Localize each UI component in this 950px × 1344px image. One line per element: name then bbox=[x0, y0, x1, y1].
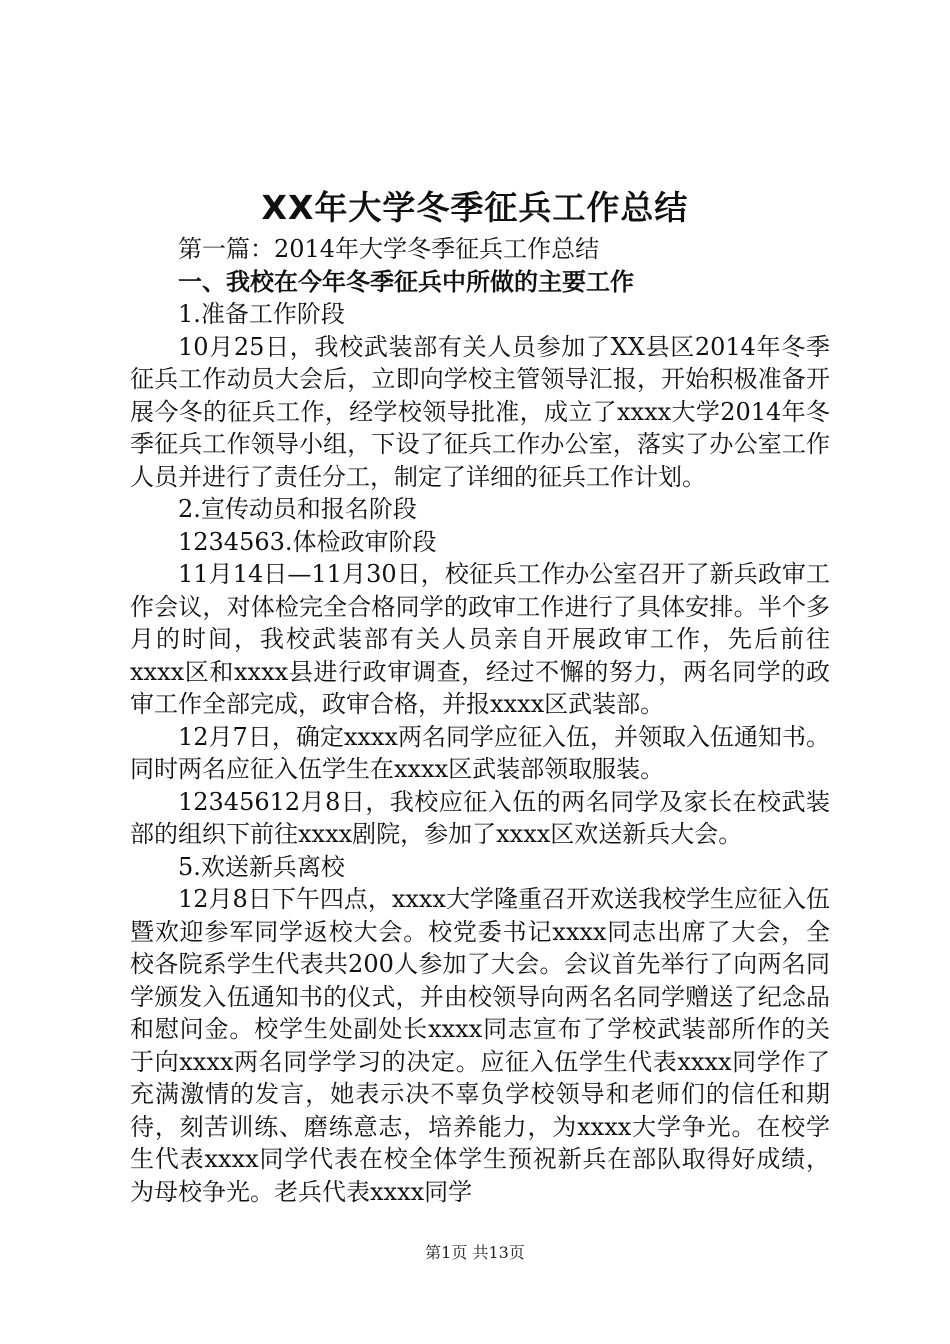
subheading-examination: 1234563.体检政审阶段 bbox=[178, 527, 437, 556]
paragraph-farewell: 12月8日下午四点，xxxx大学隆重召开欢送我校学生应征入伍暨欢迎参军同学返校大会。校党委书记xxxx同志出席了大会，全校各院系学生代表共200人参加了大会。会议首先举行了向两名同学颁发入伍通知书的仪式，并由校领导向两名名同学赠送了纪念品和慰问金。校学生处副处长xxxx同志宣布了学校武装部所作的关于向xxxx两名同学学习的决定。应征入伍学生代表xxxx同学作了充满激情的发言，她表示决不辜负学校领导和老师们的信任和期待，刻苦训练、磨练意志，培养能力，为xxxx大学争光。在校学生代表xxxx同学代表在校全体学生预祝新兵在部队取得好成绩，为母校争光。老兵代表xxxx同学 bbox=[130, 885, 830, 1206]
subheading-publicity: 2.宣传动员和报名阶段 bbox=[178, 495, 417, 523]
paragraph-enlistment: 12月7日，确定xxxx两名同学应征入伍，并领取入伍通知书。同时两名应征入伍学生在xxxx区武装部领取服装。 bbox=[130, 722, 830, 783]
document-title: XX年大学冬季征兵工作总结 bbox=[261, 188, 689, 227]
paragraph-political-review: 11月14日—11月30日，校征兵工作办公室召开了新兵政审工作会议，对体检完全合格同学的政审工作进行了具体安排。半个多月的时间，我校武装部有关人员亲自开展政审工作，先后前往xxxx区和xxxx县进行政审调查，经过不懈的努力，两名同学的政审工作全部完成，政审合格，并报xxxx区武装部。 bbox=[130, 560, 830, 718]
subheading-farewell: 5.欢送新兵离校 bbox=[178, 852, 345, 881]
section-title: 第一篇：2014年大学冬季征兵工作总结 bbox=[178, 235, 600, 263]
paragraph-send-off-meeting: 12345612月8日，我校应征入伍的两名同学及家长在校武装部的组织下前往xxxx剧院，参加了xxxx区欢送新兵大会。 bbox=[130, 787, 830, 848]
paragraph-preparation: 10月25日，我校武装部有关人员参加了XX县区2014年冬季征兵工作动员大会后，立即向学校主管领导汇报，开始积极准备开展今冬的征兵工作，经学校领导批准，成立了xxxx大学2014年冬季征兵工作领导小组，下设了征兵工作办公室，落实了办公室工作人员并进行了责任分工，制定了详细的征兵工作计划。 bbox=[130, 332, 830, 491]
subheading-preparation: 1.准备工作阶段 bbox=[178, 300, 345, 328]
page-footer: 第1页 共13页 bbox=[425, 1243, 525, 1262]
section-heading: 一、我校在今年冬季征兵中所做的主要工作 bbox=[178, 267, 634, 296]
document-body bbox=[130, 233, 830, 1208]
